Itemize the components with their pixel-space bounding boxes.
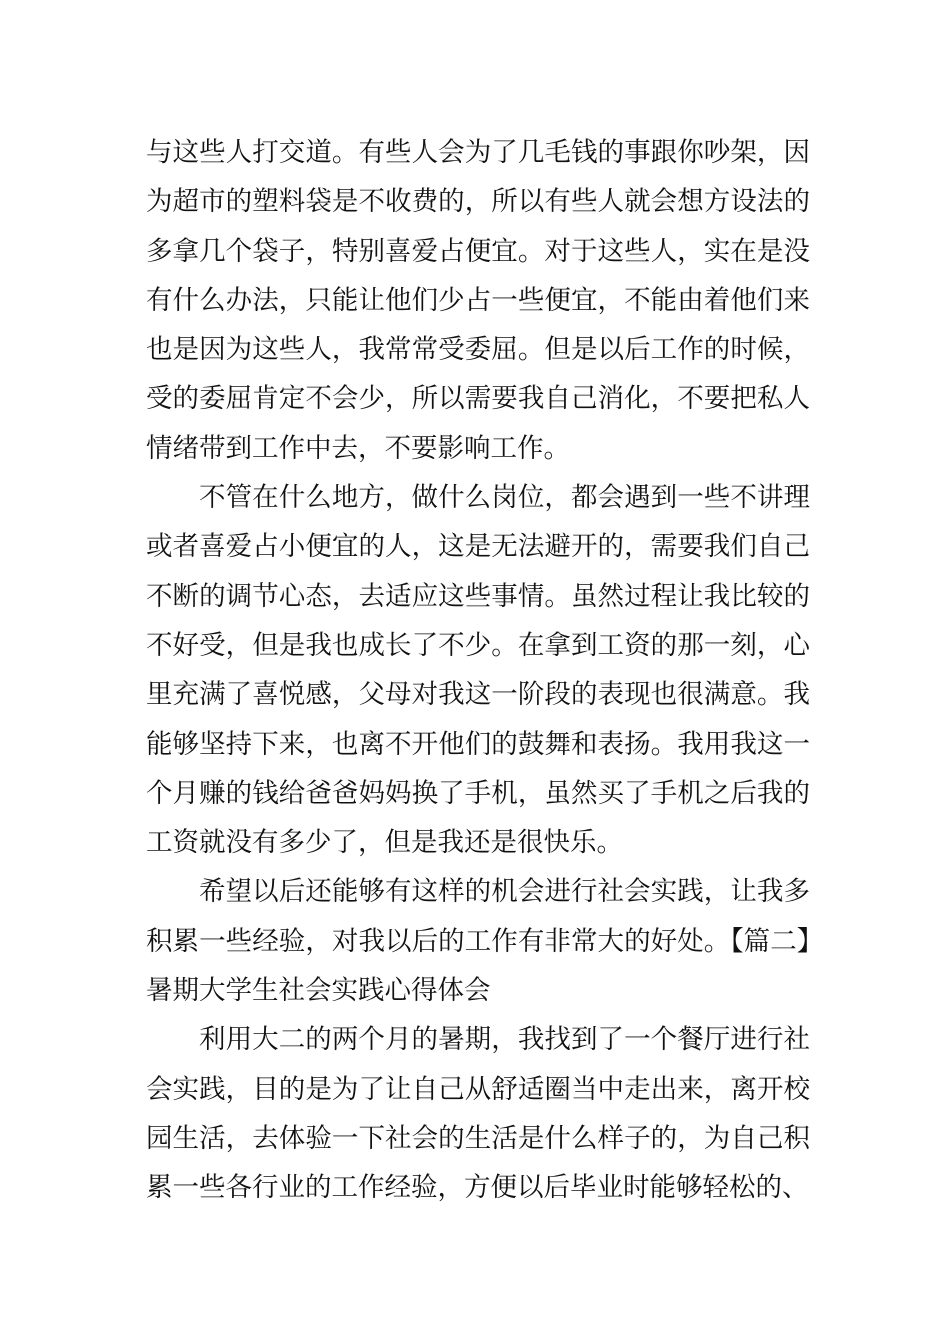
paragraph-3: 希望以后还能够有这样的机会进行社会实践，让我多积累一些经验，对我以后的工作有非常大的好处。【篇二】暑期大学生社会实践心得体会 [146, 876, 810, 1007]
paragraph-1: 与这些人打交道。有些人会为了几毛钱的事跟你吵架，因为超市的塑料袋是不收费的，所以有些人就会想方设法的多拿几个袋子，特别喜爱占便宜。对于这些人，实在是没有什么办法，只能让他们少占一些便宜，不能由着他们来也是因为这些人，我常常受委屈。但是以后工作的时候，受的委屈肯定不会少，所以需要我自己消化，不要把私人情绪带到工作中去，不要影响工作。 [146, 137, 810, 464]
paragraph-2: 不管在什么地方，做什么岗位，都会遇到一些不讲理或者喜爱占小便宜的人，这是无法避开的，需要我们自己不断的调节心态，去适应这些事情。虽然过程让我比较的不好受，但是我也成长了不少。在拿到工资的那一刻，心里充满了喜悦感，父母对我这一阶段的表现也很满意。我能够坚持下来，也离不开他们的鼓舞和表扬。我用我这一个月赚的钱给爸爸妈妈换了手机，虽然买了手机之后我的工资就没有多少了，但是我还是很快乐。 [146, 482, 810, 859]
paragraph-4: 利用大二的两个月的暑期，我找到了一个餐厅进行社会实践，目的是为了让自己从舒适圈当中走出来，离开校园生活，去体验一下社会的生活是什么样子的，为自己积累一些各行业的工作经验，方便以后毕业时能够轻松的、 [146, 1024, 810, 1204]
document-body [146, 128, 810, 1213]
